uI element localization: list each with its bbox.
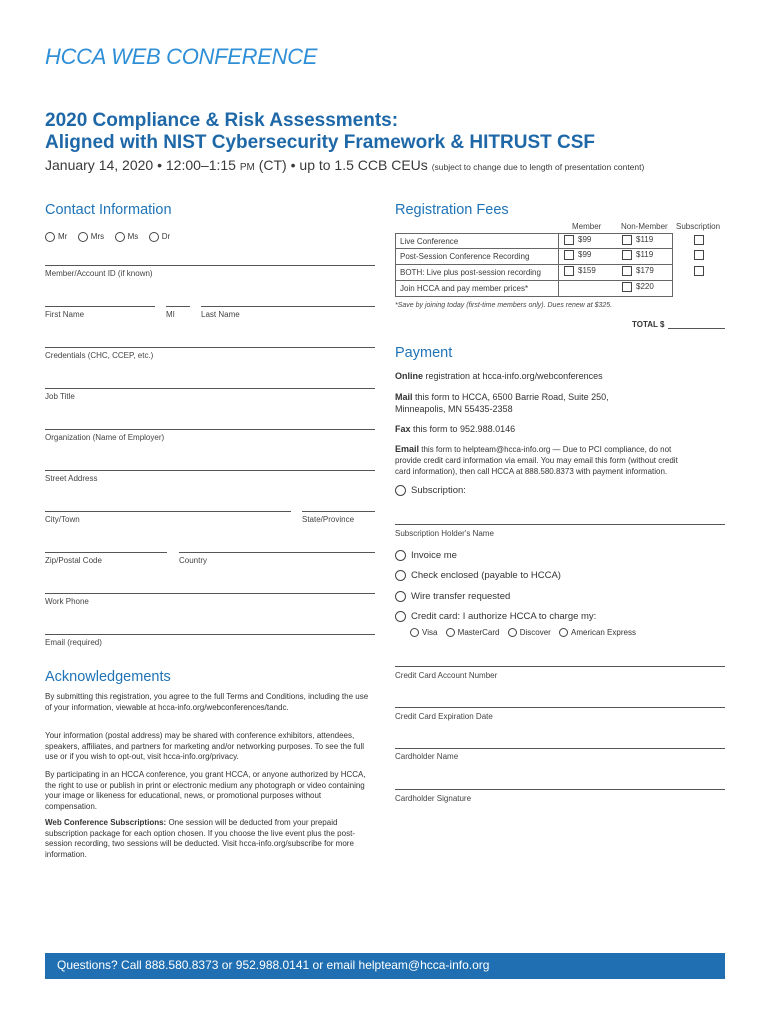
salutation-mr[interactable]: Mr [45, 232, 67, 241]
cc-name-label: Cardholder Name [395, 752, 459, 761]
ack-section-title: Acknowledgements [45, 669, 171, 685]
work-phone-field[interactable] [45, 593, 375, 594]
mi-label: MI [166, 310, 175, 319]
email-label: Email (required) [45, 638, 102, 647]
radio-icon[interactable] [395, 591, 406, 602]
payment-section-title: Payment [395, 345, 453, 361]
state-label: State/Province [302, 515, 355, 524]
country-field[interactable] [179, 552, 375, 553]
cc-number-field[interactable] [395, 666, 725, 667]
state-field[interactable] [302, 511, 375, 512]
job-title-label: Job Title [45, 392, 75, 401]
card-mastercard[interactable]: MasterCard [446, 628, 500, 637]
subscription-holder-field[interactable] [395, 524, 725, 525]
checkbox-icon[interactable] [622, 235, 632, 245]
card-visa[interactable]: Visa [410, 628, 437, 637]
card-discover[interactable]: Discover [508, 628, 551, 637]
pay-email: Email this form to helpteam@hcca-info.org — Due to PCI compliance, do not provide credit card information via email. You may email this form (without credit card information), then call HCCA at 888.580.8373 with payment information. [395, 444, 678, 476]
total-label: TOTAL $ [632, 320, 665, 329]
radio-icon[interactable] [149, 232, 159, 242]
email-field[interactable] [45, 634, 375, 635]
page-title [45, 110, 595, 154]
fee-recording-member[interactable]: $99 [564, 250, 591, 260]
fee-live-subscription[interactable] [694, 235, 704, 245]
organization-field[interactable] [45, 429, 375, 430]
first-name-label: First Name [45, 310, 85, 319]
cc-signature-label: Cardholder Signature [395, 794, 472, 803]
checkbox-icon[interactable] [694, 266, 704, 276]
card-amex[interactable]: American Express [559, 628, 636, 637]
first-name-field[interactable] [45, 306, 155, 307]
conference-title: HCCA WEB CONFERENCE [45, 44, 318, 69]
fee-row-join: Join HCCA and pay member prices* $220 [395, 281, 673, 297]
fee-live-nonmember[interactable]: $119 [622, 235, 653, 245]
option-subscription[interactable]: Subscription: [395, 485, 466, 496]
col-nonmember: Non-Member [621, 222, 668, 231]
cc-exp-field[interactable] [395, 707, 725, 708]
ack-media: By participating in an HCCA conference, you grant HCCA, or anyone authorized by HCCA, the right to use or publish in print or electronic medium any photograph or video containing your image or likeness for educational, news, or promotional purposes without compensation. [45, 770, 366, 811]
option-check[interactable]: Check enclosed (payable to HCCA) [395, 570, 561, 581]
fee-row-live: Live Conference $99 $119 [395, 233, 673, 249]
work-phone-label: Work Phone [45, 597, 89, 606]
credentials-field[interactable] [45, 347, 375, 348]
radio-icon[interactable] [78, 232, 88, 242]
ack-subscriptions [45, 818, 375, 860]
salutation-ms[interactable]: Ms [115, 232, 139, 241]
cc-exp-label: Credit Card Expiration Date [395, 712, 493, 721]
checkbox-icon[interactable] [622, 250, 632, 260]
checkbox-icon[interactable] [622, 282, 632, 292]
fee-recording-subscription[interactable] [694, 250, 704, 260]
fee-row-recording: Post-Session Conference Recording $99 $119 [395, 249, 673, 265]
salutation-dr[interactable]: Dr [149, 232, 170, 241]
checkbox-icon[interactable] [564, 266, 574, 276]
checkbox-icon[interactable] [564, 235, 574, 245]
pay-mail: Mail this form to HCCA, 6500 Barrie Road, Suite 250, Minneapolis, MN 55435-2358 [395, 392, 609, 414]
street-label: Street Address [45, 474, 98, 483]
radio-icon[interactable] [395, 485, 406, 496]
ack-privacy: Your information (postal address) may be shared with conference exhibitors, attendees, speakers, affiliates, and partners for marketing and/or networking purposes. To see the full use or if you wish to opt-out, visit hcca-info.org/privacy. [45, 731, 364, 761]
fee-both-subscription[interactable] [694, 266, 704, 276]
checkbox-icon[interactable] [622, 266, 632, 276]
footer-bar [45, 953, 725, 979]
checkbox-icon[interactable] [694, 250, 704, 260]
subscription-holder-label: Subscription Holder's Name [395, 529, 494, 538]
ack-subscriptions-label: Web Conference Subscriptions: [45, 818, 167, 827]
card-type-group [410, 628, 636, 637]
member-id-field[interactable] [45, 265, 375, 266]
option-credit[interactable]: Credit card: I authorize HCCA to charge my: [395, 611, 596, 622]
country-label: Country [179, 556, 208, 565]
street-field[interactable] [45, 470, 375, 471]
radio-icon[interactable] [395, 611, 406, 622]
checkbox-icon[interactable] [564, 250, 574, 260]
zip-field[interactable] [45, 552, 167, 553]
save-note: *Save by joining today (first-time members only). Dues renew at $325. [395, 302, 613, 309]
organization-label: Organization (Name of Employer) [45, 433, 165, 442]
mi-field[interactable] [166, 306, 190, 307]
cc-name-field[interactable] [395, 748, 725, 749]
fee-both-member[interactable]: $159 [564, 266, 596, 276]
pay-online: Online registration at hcca-info.org/webconferences [395, 371, 603, 381]
radio-icon[interactable] [410, 628, 419, 637]
radio-icon[interactable] [395, 550, 406, 561]
fee-live-member[interactable]: $99 [564, 235, 591, 245]
option-invoice[interactable]: Invoice me [395, 550, 457, 561]
cc-number-label: Credit Card Account Number [395, 671, 498, 680]
fee-join-nonmember[interactable]: $220 [622, 282, 654, 292]
salutation-group [45, 226, 176, 244]
total-field[interactable] [668, 328, 725, 329]
fee-row-both: BOTH: Live plus post-session recording $159 $179 [395, 265, 673, 281]
pay-fax: Fax this form to 952.988.0146 [395, 424, 516, 434]
credentials-label: Credentials (CHC, CCEP, etc.) [45, 351, 154, 360]
last-name-field[interactable] [201, 306, 375, 307]
ack-subscriptions-text: One session will be deducted from your prepaid subscription package for each option chosen. If you choose the live event plus the post-session recording, two sessions will be deducted. Visit hcca-info.org/subscribe for more information. [45, 818, 355, 859]
option-wire[interactable]: Wire transfer requested [395, 591, 510, 602]
footer-text: Questions? Call 888.580.8373 or 952.988.0141 or email helpteam@hcca-info.org [57, 958, 490, 972]
pm-text: PM [239, 162, 255, 173]
radio-icon[interactable] [446, 628, 455, 637]
title-line-2: Aligned with NIST Cybersecurity Framework & HITRUST CSF [45, 132, 596, 153]
checkbox-icon[interactable] [694, 235, 704, 245]
radio-icon[interactable] [559, 628, 568, 637]
cc-signature-field[interactable] [395, 789, 725, 790]
salutation-mrs[interactable]: Mrs [78, 232, 104, 241]
fee-recording-nonmember[interactable]: $119 [622, 250, 653, 260]
radio-icon[interactable] [45, 232, 55, 242]
date-line [45, 157, 644, 173]
radio-icon[interactable] [508, 628, 517, 637]
city-field[interactable] [45, 511, 291, 512]
contact-section-title: Contact Information [45, 202, 172, 218]
fees-section-title: Registration Fees [395, 202, 509, 218]
date-text: January 14, 2020 • 12:00–1:15 [45, 157, 236, 173]
job-title-field[interactable] [45, 388, 375, 389]
radio-icon[interactable] [395, 570, 406, 581]
col-subscription: Subscription [676, 222, 721, 231]
col-member: Member [572, 222, 602, 231]
city-label: City/Town [45, 515, 80, 524]
date-note: (subject to change due to length of presentation content) [431, 162, 645, 172]
last-name-label: Last Name [201, 310, 240, 319]
ceu-text: (CT) • up to 1.5 CCB CEUs [258, 157, 428, 173]
zip-label: Zip/Postal Code [45, 556, 102, 565]
title-line-1: 2020 Compliance & Risk Assessments: [45, 110, 399, 131]
member-id-label: Member/Account ID (if known) [45, 269, 153, 278]
ack-terms: By submitting this registration, you agree to the full Terms and Conditions, including the use of your information, viewable at hcca-info.org/webconferences/tandc. [45, 692, 369, 712]
radio-icon[interactable] [115, 232, 125, 242]
fee-both-nonmember[interactable]: $179 [622, 266, 654, 276]
